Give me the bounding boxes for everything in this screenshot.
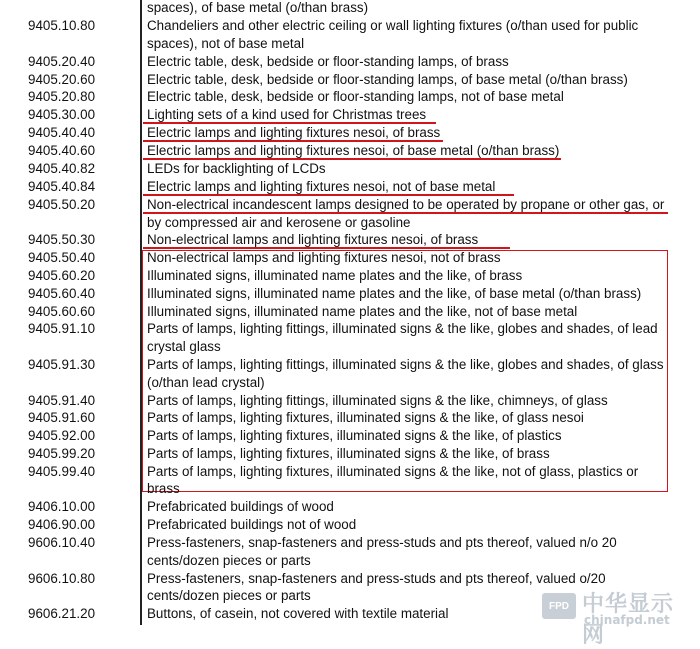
row-code: 9405.30.00 [28,107,96,122]
row-description: Chandeliers and other electric ceiling or wall lighting fixtures (o/than used for public [147,18,639,33]
watermark [542,587,692,648]
row-description: Parts of lamps, lighting fittings, illuminated signs & the like, chimneys, of glass [147,393,608,408]
watermark-logo-icon: FPD [542,593,576,619]
row-code: 9606.10.80 [28,571,96,586]
row-code: 9406.10.00 [28,499,96,514]
row-code: 9606.10.40 [28,535,96,550]
row-description: Electric table, desk, bedside or floor-standing lamps, of brass [147,54,509,69]
row-description: Electric lamps and lighting fixtures nesoi, of brass [147,125,441,140]
row-description: Illuminated signs, illuminated name plates and the like, not of base metal [147,304,578,319]
row-code: 9405.60.60 [28,304,96,319]
row-description: LEDs for backlighting of LCDs [147,161,326,176]
row-code: 9405.50.40 [28,250,96,265]
row-description: Non-electrical lamps and lighting fixtures nesoi, of brass [147,232,479,247]
row-description: Buttons, of casein, not covered with textile material [147,606,449,621]
row-description: Parts of lamps, lighting fixtures, illuminated signs & the like, not of glass, plastics or [147,464,639,479]
row-code: 9405.10.80 [28,18,96,33]
watermark-url: chinafpd.net [584,613,670,627]
row-code: 9405.60.20 [28,268,96,283]
row-code: 9405.50.30 [28,232,96,247]
row-description: spaces), of base metal (o/than brass) [147,0,369,15]
row-description: Electric table, desk, bedside or floor-standing lamps, not of base metal [147,89,564,104]
row-description: Electric lamps and lighting fixtures nesoi, of base metal (o/than brass) [147,143,560,158]
row-code: 9405.20.60 [28,72,96,87]
row-code: 9405.60.40 [28,286,96,301]
red-underline [143,212,668,214]
row-code: 9405.20.80 [28,89,96,104]
row-description: Press-fasteners, snap-fasteners and press-studs and pts thereof, valued o/20 [147,571,606,586]
row-description: Prefabricated buildings of wood [147,499,334,514]
row-code: 9405.20.40 [28,54,96,69]
row-code: 9405.99.20 [28,446,96,461]
row-description: Prefabricated buildings not of wood [147,517,357,532]
row-code: 9405.91.30 [28,357,96,372]
row-description: Parts of lamps, lighting fixtures, illuminated signs & the like, of glass nesoi [147,410,584,425]
row-code: 9405.40.40 [28,125,96,140]
row-code: 9405.99.40 [28,464,96,479]
row-description: Illuminated signs, illuminated name plates and the like, of base metal (o/than brass) [147,286,642,301]
row-description: Press-fasteners, snap-fasteners and press-studs and pts thereof, valued n/o 20 [147,535,617,550]
row-description: Lighting sets of a kind used for Christmas trees [147,107,427,122]
row-description: Electric lamps and lighting fixtures nesoi, not of base metal [147,179,496,194]
row-description: Non-electrical lamps and lighting fixtures nesoi, not of brass [147,250,501,265]
row-code: 9405.91.10 [28,321,96,336]
row-code: 9405.40.82 [28,161,96,176]
watermark-name: 中华显示网 [582,592,675,648]
row-description: crystal glass [147,339,221,354]
row-description: brass [147,481,180,496]
row-description: cents/dozen pieces or parts [147,588,311,603]
row-description: (o/than lead crystal) [147,375,265,390]
row-code: 9405.91.60 [28,410,96,425]
row-description: Parts of lamps, lighting fittings, illuminated signs & the like, globes and shades, of lead [147,321,658,336]
row-code: 9405.91.40 [28,393,96,408]
row-description: Illuminated signs, illuminated name plates and the like, of brass [147,268,523,283]
row-description: Parts of lamps, lighting fixtures, illuminated signs & the like, of brass [147,446,550,461]
row-code: 9405.40.84 [28,179,96,194]
row-description: Non-electrical incandescent lamps designed to be operated by propane or other gas, or [147,197,665,212]
row-description: Parts of lamps, lighting fixtures, illuminated signs & the like, of plastics [147,428,562,443]
row-description: spaces), not of base metal [147,36,305,51]
row-description: cents/dozen pieces or parts [147,553,311,568]
row-code: 9406.90.00 [28,517,96,532]
row-code: 9405.92.00 [28,428,96,443]
row-code: 9405.40.60 [28,143,96,158]
row-description: Parts of lamps, lighting fittings, illuminated signs & the like, globes and shades, of glass [147,357,664,372]
row-description: Electric table, desk, bedside or floor-standing lamps, of base metal (o/than brass) [147,72,628,87]
row-code: 9405.50.20 [28,197,96,212]
row-description: by compressed air and kerosene or gasoline [147,215,411,230]
row-code: 9606.21.20 [28,606,96,621]
